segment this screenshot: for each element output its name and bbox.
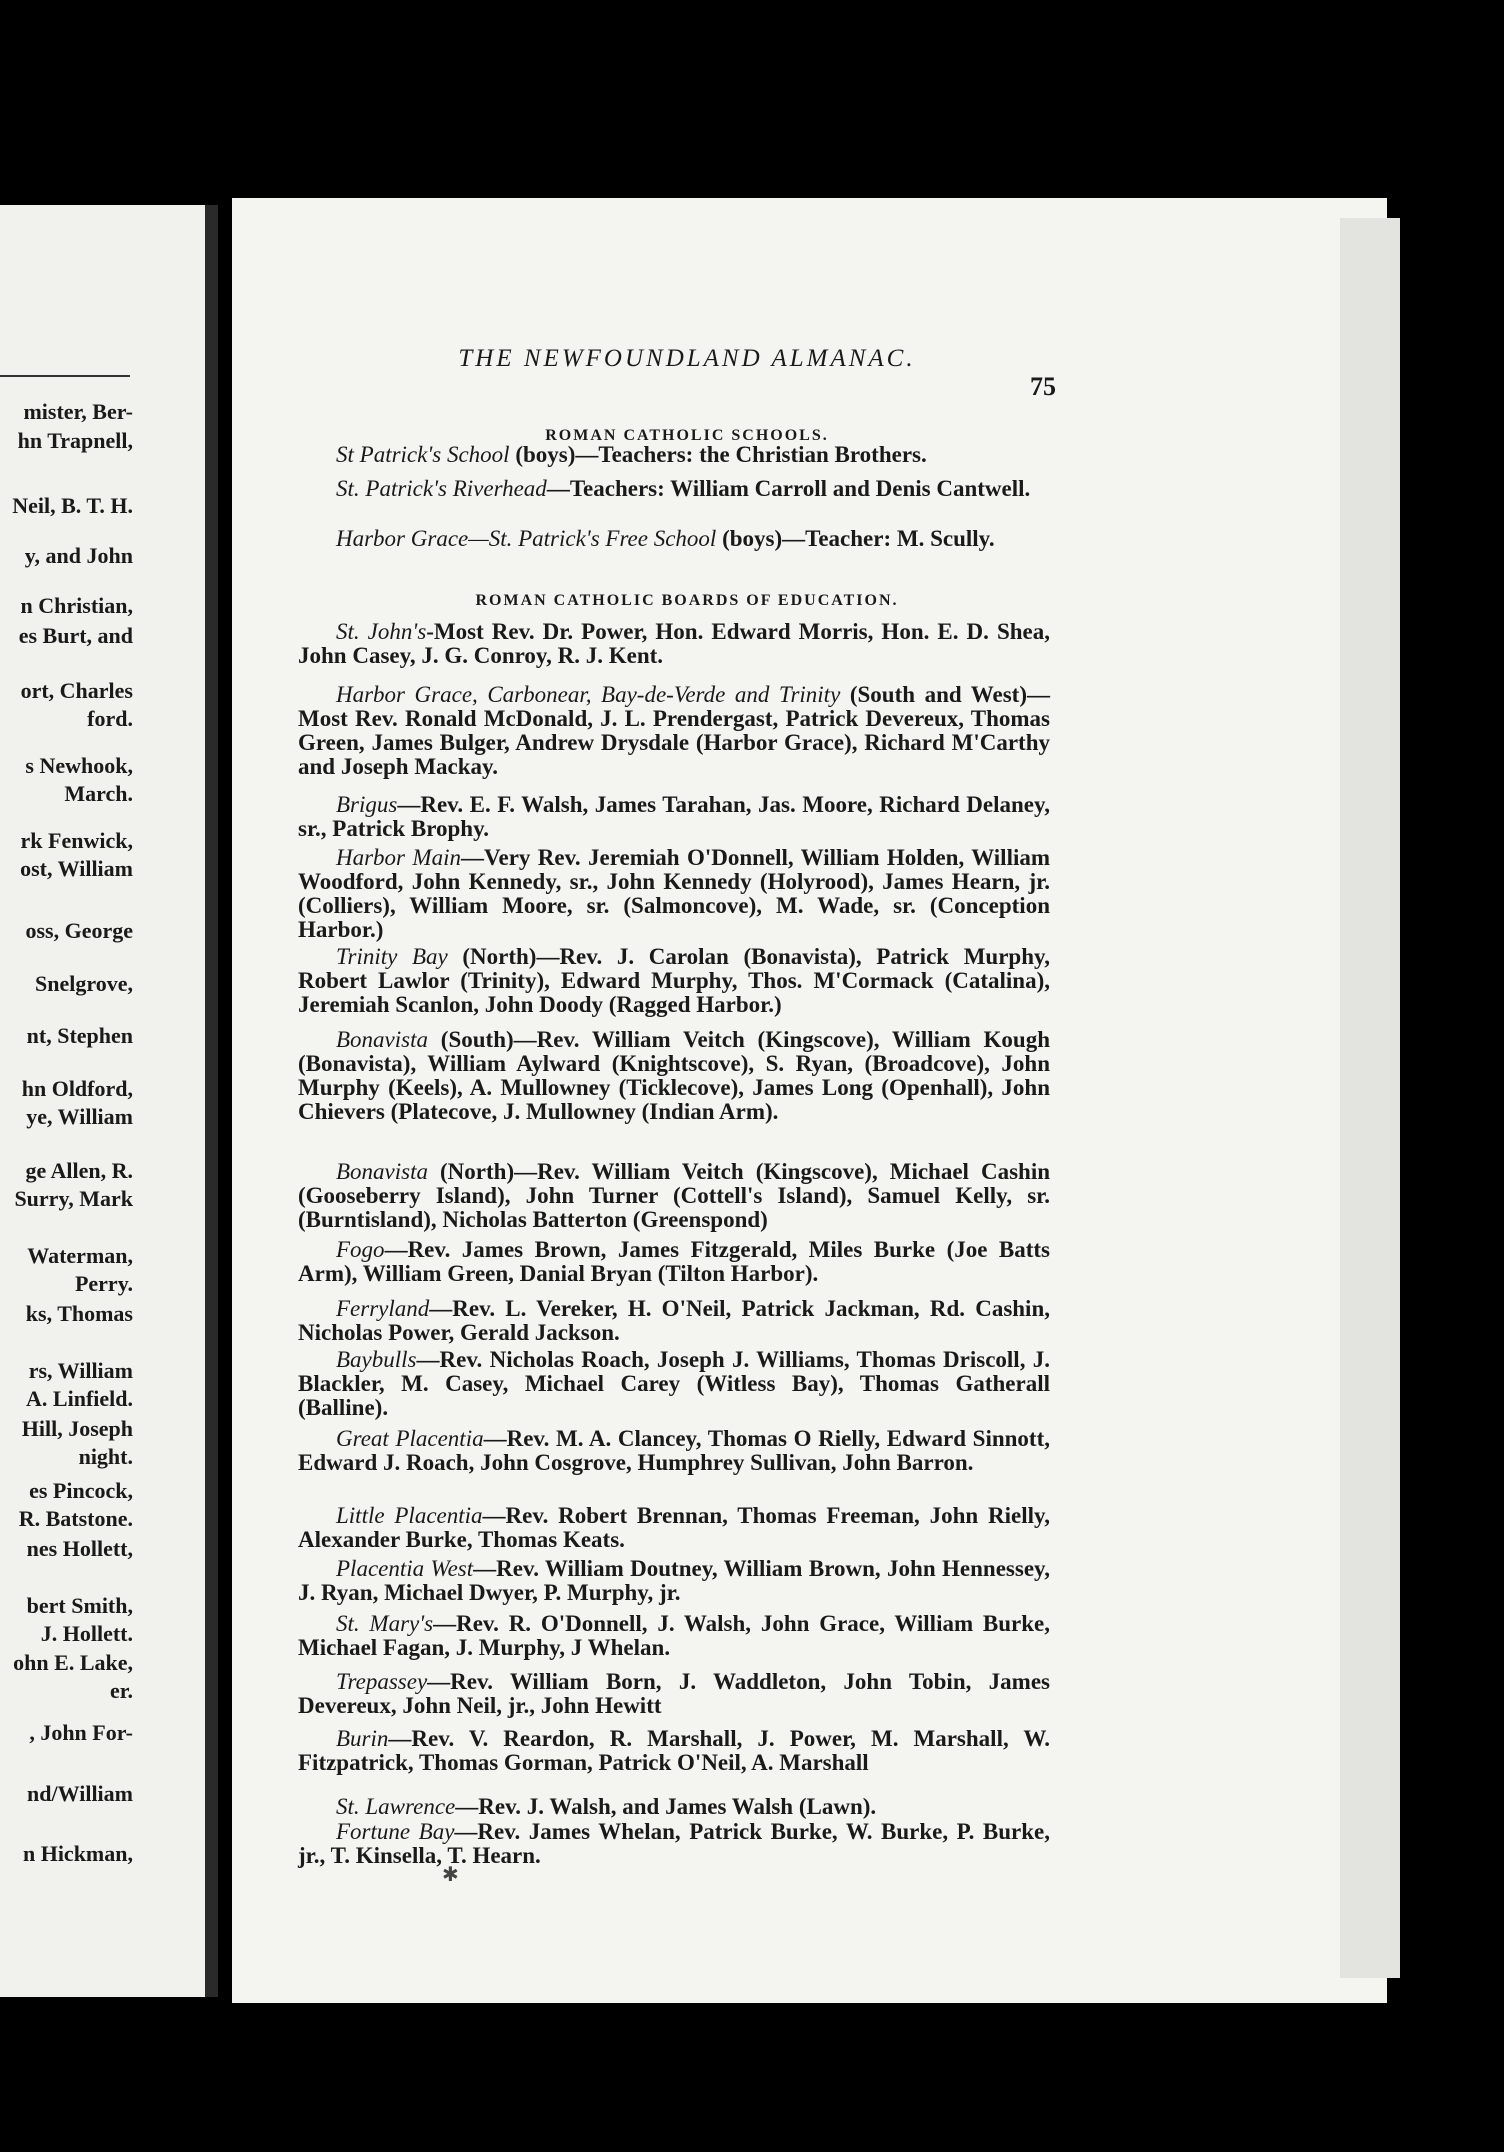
left-page-fragment: J. Hollett. bbox=[40, 1621, 133, 1646]
entry-place: St Patrick's School bbox=[336, 442, 510, 467]
entry-item bbox=[298, 1297, 1050, 1345]
entry-place: St. Patrick's Riverhead bbox=[336, 476, 547, 501]
entry-place: Fortune Bay bbox=[336, 1819, 455, 1844]
page-number: 75 bbox=[1030, 372, 1056, 401]
left-page-fragment: es Burt, and bbox=[18, 623, 133, 648]
entry-text: —Rev. James Whelan, Patrick Burke, W. Burke, P. Burke, jr., T. Kinsella, T. Hearn. bbox=[298, 1819, 1051, 1868]
entry-text: —Rev. William Doutney, William Brown, John Hennessey, J. Ryan, Michael Dwyer, P. Murphy, jr. bbox=[298, 1556, 1051, 1605]
entry-text: —Very Rev. Jeremiah O'Donnell, William Holden, William Woodford, John Kennedy, sr., John Kennedy (Holyrood), James Hearn, jr. (Colliers), William Moore, sr. (Salmoncove), M. Wade, sr. (Conception Harbor.) bbox=[298, 845, 1051, 942]
entry-text: —Rev. R. O'Donnell, J. Walsh, John Grace, William Burke, Michael Fagan, J. Murphy, J Whelan. bbox=[298, 1611, 1050, 1660]
left-page-fragment: A. Linfield. bbox=[26, 1386, 133, 1411]
entry-place: Harbor Grace, Carbonear, Bay-de-Verde and Trinity bbox=[336, 682, 841, 707]
entry-text: (South and West)—Most Rev. Ronald McDonald, J. L. Prendergast, Patrick Devereux, Thomas Green, James Bulger, Andrew Drysdale (Harbor Grace), Richard M'Carthy and Joseph Mackay. bbox=[298, 682, 1050, 779]
entry-text: —Rev. William Born, J. Waddleton, John Tobin, James Devereux, John Neil, jr., John Hewitt bbox=[298, 1669, 1050, 1718]
entry-place: Bonavista bbox=[336, 1159, 428, 1184]
left-page-fragment: Waterman, bbox=[27, 1243, 133, 1268]
left-page-fragment: oss, George bbox=[25, 918, 133, 943]
entry-place: St. Lawrence bbox=[336, 1794, 456, 1819]
entry-place: Baybulls bbox=[336, 1347, 417, 1372]
entry-place: Ferryland bbox=[336, 1296, 430, 1321]
entry-place: Little Placentia bbox=[336, 1503, 483, 1528]
left-page-fragment: rs, William bbox=[28, 1358, 133, 1383]
left-page-fragment: ohn E. Lake, bbox=[13, 1650, 133, 1675]
left-page-fragment: nd/William bbox=[27, 1781, 133, 1806]
entry-item bbox=[298, 1427, 1050, 1475]
section-title-schools: ROMAN CATHOLIC SCHOOLS. bbox=[545, 427, 829, 444]
left-page-fragment: nt, Stephen bbox=[26, 1023, 133, 1048]
entry-text: —Rev. J. Walsh, and James Walsh (Lawn). bbox=[455, 1794, 877, 1819]
entry-text: (boys)—Teachers: the Christian Brothers. bbox=[509, 442, 927, 467]
entry-item bbox=[298, 1504, 1050, 1552]
entry-item bbox=[298, 1557, 1050, 1605]
entry-place: St. John's bbox=[336, 619, 427, 644]
entry-item bbox=[298, 1727, 1050, 1775]
entry-item bbox=[298, 477, 1050, 501]
entry-place: Placentia West bbox=[336, 1556, 474, 1581]
left-page-rule bbox=[0, 375, 130, 377]
entry-text: —Rev. Nicholas Roach, Joseph J. Williams, Thomas Driscoll, J. Blackler, M. Casey, Michael Carey (Witless Bay), Thomas Gatherall (Balline). bbox=[298, 1347, 1050, 1420]
entry-item bbox=[298, 1612, 1050, 1660]
entry-text: (South)—Rev. William Veitch (Kingscove), William Kough (Bonavista), William Aylward (Knightscove), S. Ryan, (Broadcove), John Murphy (Keels), A. Mullowney (Ticklecove), James Long (Openhall), John Chievers (Platecove, J. Mullowney (Indian Arm). bbox=[298, 1027, 1050, 1124]
left-page-fragment: ye, William bbox=[26, 1104, 133, 1129]
left-page-fragment: ort, Charles bbox=[20, 678, 133, 703]
left-page-fragment: , John For- bbox=[29, 1720, 133, 1745]
entry-place: Trepassey bbox=[336, 1669, 428, 1694]
left-page-fragment: ge Allen, R. bbox=[25, 1158, 133, 1183]
entry-item bbox=[298, 846, 1050, 942]
left-page-fragment: R. Batstone. bbox=[18, 1506, 133, 1531]
entry-place: St. Mary's bbox=[336, 1611, 434, 1636]
entry-item bbox=[298, 683, 1050, 779]
left-page-fragment: hn Trapnell, bbox=[17, 428, 133, 453]
entry-place: Trinity Bay bbox=[336, 944, 448, 969]
entry-item bbox=[298, 1160, 1050, 1232]
running-header: THE NEWFOUNDLAND ALMANAC. bbox=[458, 345, 916, 372]
entry-place: Burin bbox=[336, 1726, 389, 1751]
entry-text: (North)—Rev. J. Carolan (Bonavista), Patrick Murphy, Robert Lawlor (Trinity), Edward Murphy, Thos. M'Cormack (Catalina), Jeremiah Scanlon, John Doody (Ragged Harbor.) bbox=[298, 944, 1050, 1017]
left-page-fragment: Snelgrove, bbox=[35, 971, 133, 996]
left-page-fragment: ks, Thomas bbox=[25, 1301, 133, 1326]
entry-place: Harbor Grace—St. Patrick's Free School bbox=[336, 526, 717, 551]
entry-item bbox=[298, 1348, 1050, 1420]
entry-item bbox=[298, 793, 1050, 841]
entry-item bbox=[298, 945, 1050, 1017]
section-title-boards: ROMAN CATHOLIC BOARDS OF EDUCATION. bbox=[475, 592, 899, 609]
entry-item bbox=[298, 620, 1050, 668]
left-page-fragment: night. bbox=[78, 1444, 133, 1469]
left-page-fragment: nes Hollett, bbox=[26, 1536, 133, 1561]
left-page-fragment: bert Smith, bbox=[26, 1593, 133, 1618]
ink-mark: ✱ bbox=[442, 1864, 459, 1886]
left-page-fragment: Perry. bbox=[74, 1271, 133, 1296]
left-page-fragment: er. bbox=[109, 1678, 133, 1703]
left-page bbox=[0, 205, 218, 1997]
entry-place: Fogo bbox=[336, 1237, 385, 1262]
left-page-fragment: es Pincock, bbox=[29, 1478, 133, 1503]
entry-text: —Teachers: William Carroll and Denis Cantwell. bbox=[546, 476, 1031, 501]
entry-item bbox=[298, 527, 1050, 551]
entry-text: —Rev. E. F. Walsh, James Tarahan, Jas. Moore, Richard Delaney, sr., Patrick Brophy. bbox=[298, 792, 1050, 841]
entry-item bbox=[298, 1795, 1050, 1819]
page-gutter bbox=[205, 205, 218, 1997]
entry-text: (North)—Rev. William Veitch (Kingscove), Michael Cashin (Gooseberry Island), John Turner (Cottell's Island), Samuel Kelly, sr. (Burntisland), Nicholas Batterton (Greenspond) bbox=[298, 1159, 1050, 1232]
left-page-fragment: Hill, Joseph bbox=[21, 1416, 133, 1441]
left-page-fragment: y, and John bbox=[24, 543, 133, 568]
left-page-fragment: s Newhook, bbox=[25, 753, 133, 778]
left-page-fragment: ost, William bbox=[20, 856, 133, 881]
entry-item bbox=[298, 1238, 1050, 1286]
left-page-fragment: mister, Ber- bbox=[23, 399, 133, 424]
left-page-fragment: ford. bbox=[87, 706, 133, 731]
entry-place: Brigus bbox=[336, 792, 398, 817]
left-page-fragment: hn Oldford, bbox=[21, 1076, 133, 1101]
entry-text: (boys)—Teacher: M. Scully. bbox=[716, 526, 995, 551]
left-page-fragment: March. bbox=[64, 781, 133, 806]
entry-text: -Most Rev. Dr. Power, Hon. Edward Morris, Hon. E. D. Shea, John Casey, J. G. Conroy, R. J. Kent. bbox=[298, 619, 1050, 668]
entry-place: Great Placentia bbox=[336, 1426, 484, 1451]
entry-text: —Rev. M. A. Clancey, Thomas O Rielly, Edward Sinnott, Edward J. Roach, John Cosgrove, Humphrey Sullivan, John Barron. bbox=[298, 1426, 1050, 1475]
entry-item bbox=[298, 443, 1050, 467]
left-page-fragment: n Hickman, bbox=[22, 1841, 133, 1866]
entry-text: —Rev. L. Vereker, H. O'Neil, Patrick Jackman, Rd. Cashin, Nicholas Power, Gerald Jackson. bbox=[298, 1296, 1050, 1345]
entry-place: Bonavista bbox=[336, 1027, 428, 1052]
entry-item bbox=[298, 1028, 1050, 1124]
left-page-fragment: n Christian, bbox=[20, 593, 133, 618]
entry-text: —Rev. Robert Brennan, Thomas Freeman, John Rielly, Alexander Burke, Thomas Keats. bbox=[298, 1503, 1050, 1552]
left-page-fragment: Neil, B. T. H. bbox=[12, 493, 133, 518]
entry-item bbox=[298, 1820, 1050, 1868]
entry-text: —Rev. James Brown, James Fitzgerald, Miles Burke (Joe Batts Arm), William Green, Danial Bryan (Tilton Harbor). bbox=[298, 1237, 1050, 1286]
entry-place: Harbor Main bbox=[336, 845, 461, 870]
left-page-fragment: Surry, Mark bbox=[14, 1186, 133, 1211]
page-edge-shadow bbox=[1340, 218, 1400, 1978]
entry-item bbox=[298, 1670, 1050, 1718]
left-page-fragment: rk Fenwick, bbox=[20, 828, 133, 853]
entry-text: —Rev. V. Reardon, R. Marshall, J. Power, M. Marshall, W. Fitzpatrick, Thomas Gorman, Patrick O'Neil, A. Marshall bbox=[298, 1726, 1050, 1775]
